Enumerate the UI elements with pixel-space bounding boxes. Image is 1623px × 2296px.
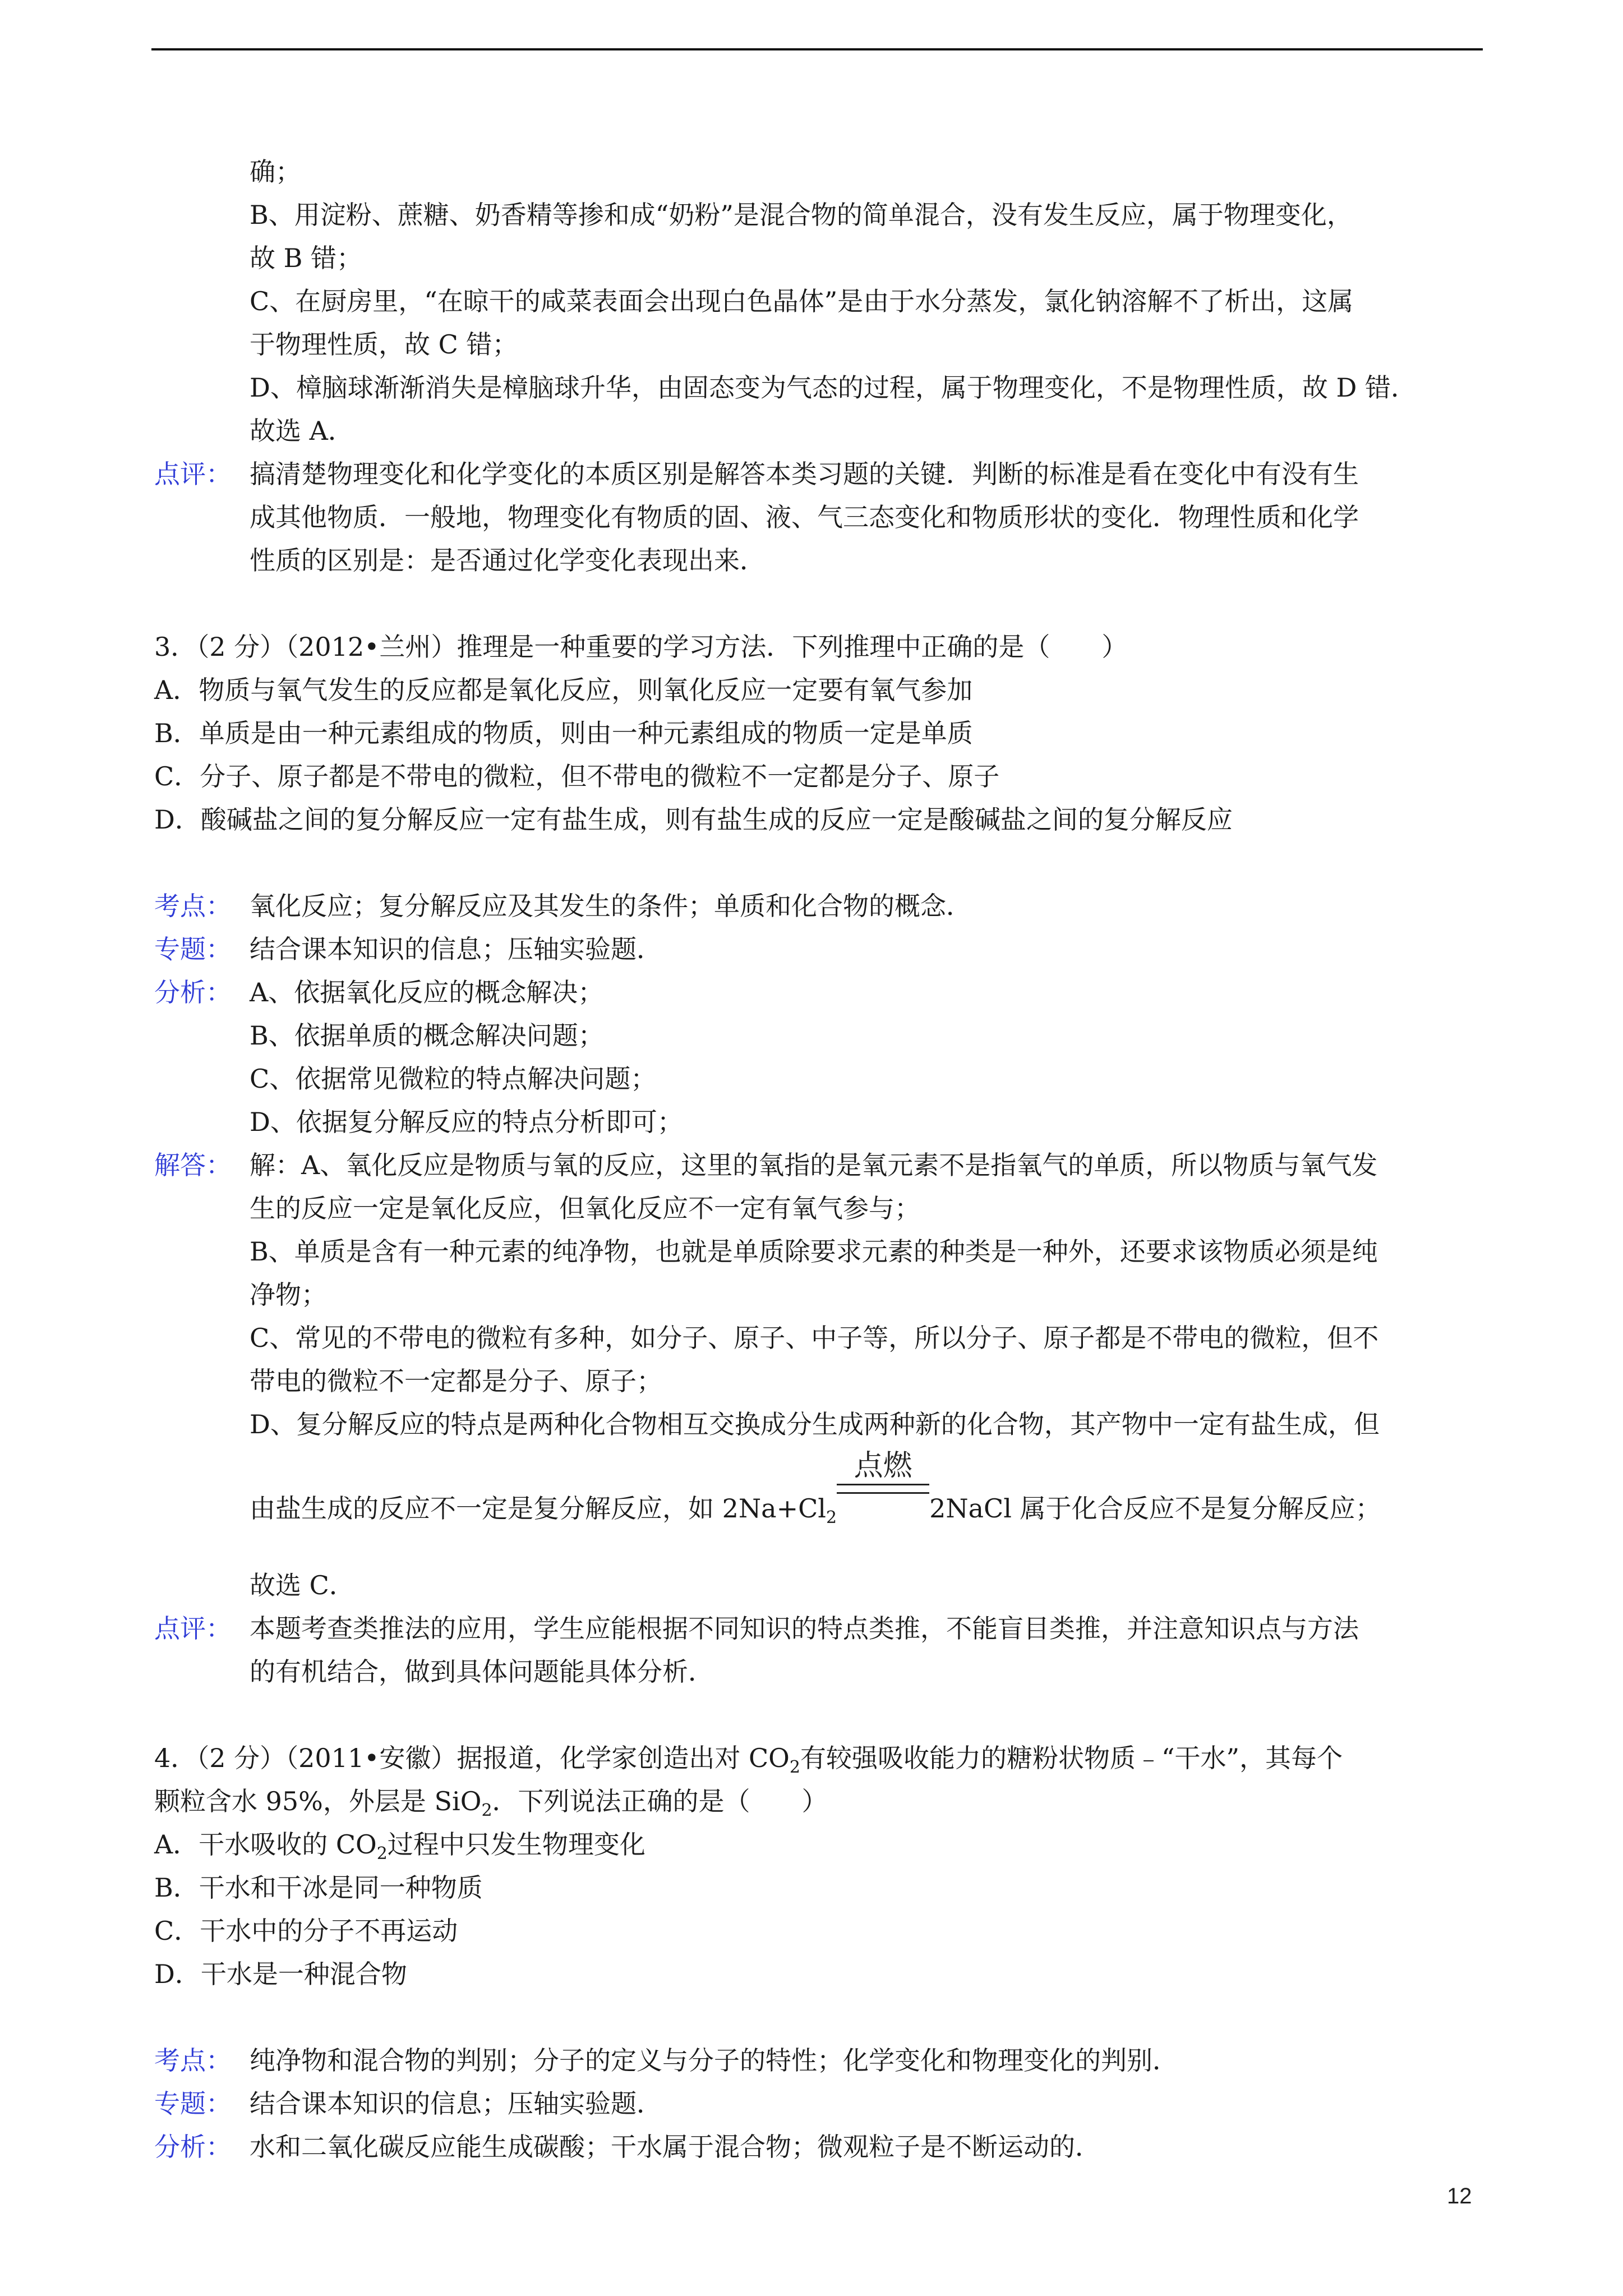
q4-zhuanti: 专题： 结合课本知识的信息；压轴实验题． bbox=[154, 2088, 662, 2119]
q3-fenxi: 分析： A、依据氧化反应的概念解决； B、依据单质的概念解决问题； C、依据常见微粒的特点解决问题； D、依据复分解反应的特点分析即可； bbox=[154, 977, 683, 1137]
prev-line: B、用淀粉、蔗糖、奶香精等掺和成“奶粉”是混合物的简单混合，没有发生反应，属于物理变化， bbox=[250, 200, 1353, 230]
q3-kaodian: 考点： 氧化反应；复分解反应及其发生的条件；单质和化合物的概念． bbox=[154, 891, 972, 921]
question-4-option-c: C．干水中的分子不再运动 bbox=[154, 1916, 458, 1946]
comment-label: 点评： bbox=[154, 459, 232, 489]
question-3-stem: 3．（2 分）（2012•兰州）推理是一种重要的学习方法．下列推理中正确的是（ ） bbox=[154, 632, 1128, 662]
page-number: 12 bbox=[1447, 2184, 1472, 2208]
question-3-option-c: C．分子、原子都是不带电的微粒，但不带电的微粒不一定都是分子、原子 bbox=[154, 761, 1000, 792]
q4-fenxi: 分析： 水和二氧化碳反应能生成碳酸；干水属于混合物；微观粒子是不断运动的． bbox=[154, 2132, 1101, 2162]
q3-zhuanti: 专题： 结合课本知识的信息；压轴实验题． bbox=[154, 934, 662, 964]
question-4-stem: 颗粒含水 95%，外层是 SiO$_2$．下列说法正确的是（ ） bbox=[154, 1786, 828, 1821]
reaction-condition-arrow: 点燃 bbox=[837, 1484, 929, 1517]
question-3-option-d: D．酸碱盐之间的复分解反应一定有盐生成，则有盐生成的反应一定是酸碱盐之间的复分解反应 bbox=[154, 804, 1233, 835]
prev-line: 确； bbox=[250, 157, 301, 187]
prev-line: C、在厨房里，“在晾干的咸菜表面会出现白色晶体”是由于水分蒸发，氯化钠溶解不了析出，这属 bbox=[250, 286, 1354, 316]
prev-comment: 点评： 搞清楚物理变化和化学变化的本质区别是解答本类习题的关键．判断的标准是看在变化中有没有生 成其他物质．一般地，物理变化有物质的固、液、气三态变化和物质形状的变化．物理性质和化学 性质的区别是：是否通过化学变化表现出来． bbox=[154, 453, 1483, 582]
prev-line: 于物理性质，故 C 错； bbox=[250, 329, 518, 360]
question-4-stem: 4．（2 分）（2011•安徽）据报道，化学家创造出对 $CO_2$有较强吸收能力的糖粉状物质﹣“干水”，其每个 bbox=[154, 1743, 1343, 1778]
prev-line: 故选 A． bbox=[250, 416, 354, 446]
q4-kaodian: 考点： 纯净物和混合物的判别；分子的定义与分子的特性；化学变化和物理变化的判别． bbox=[154, 2045, 1178, 2076]
q3-jieda: 解答： 解：A、氧化反应是物质与氧的反应，这里的氧指的是氧元素不是指氧气的单质，所以物质与氧气发 生的反应一定是氧化反应，但氧化反应不一定有氧气参与； B、单质是含有一种元素的纯净物，也就是单质除要求元素的种类是一种外，还要求该物质必须是纯 净物； C、常见的不带电的微粒有多种，如分子、原子、中子等，所以分子、原子都是不带电的微粒，但不 带电的微粒不一定都是分子、原子； D、复分解反应的特点是两种化合物相互交换成分生成两种新的化合物，其产物中一定有盐生成，但 由盐生成的反应不一定是复分解反应，如 $2Na+Cl_2$ 点燃 2NaCl 属于化合反应不是复分解反应； 故选 C． bbox=[154, 1144, 1483, 1607]
page-content bbox=[154, 150, 1483, 2169]
header-rule bbox=[151, 48, 1483, 50]
question-4-option-b: B．干水和干冰是同一种物质 bbox=[154, 1872, 483, 1903]
question-4-option-d: D．干水是一种混合物 bbox=[154, 1959, 407, 1989]
reaction-equation-line: 由盐生成的反应不一定是复分解反应，如 $2Na+Cl_2$ 点燃 2NaCl 属于化合反应不是复分解反应； bbox=[250, 1449, 1381, 1528]
prev-line: D、樟脑球渐渐消失是樟脑球升华，由固态变为气态的过程，属于物理变化，不是物理性质，故 D 错． bbox=[250, 372, 1417, 403]
q3-dianping: 点评： 本题考查类推法的应用，学生应能根据不同知识的特点类推，不能盲目类推，并注意知识点与方法 的有机结合，做到具体问题能具体分析． bbox=[154, 1613, 1359, 1687]
question-3-option-a: A．物质与氧气发生的反应都是氧化反应，则氧化反应一定要有氧气参加 bbox=[154, 675, 973, 705]
prev-line: 故 B 错； bbox=[250, 243, 363, 273]
double-bar-icon bbox=[837, 1484, 929, 1494]
question-3-option-b: B．单质是由一种元素组成的物质，则由一种元素组成的物质一定是单质 bbox=[154, 718, 973, 748]
question-4-option-a: A．干水吸收的 $CO_2$过程中只发生物理变化 bbox=[154, 1829, 645, 1864]
